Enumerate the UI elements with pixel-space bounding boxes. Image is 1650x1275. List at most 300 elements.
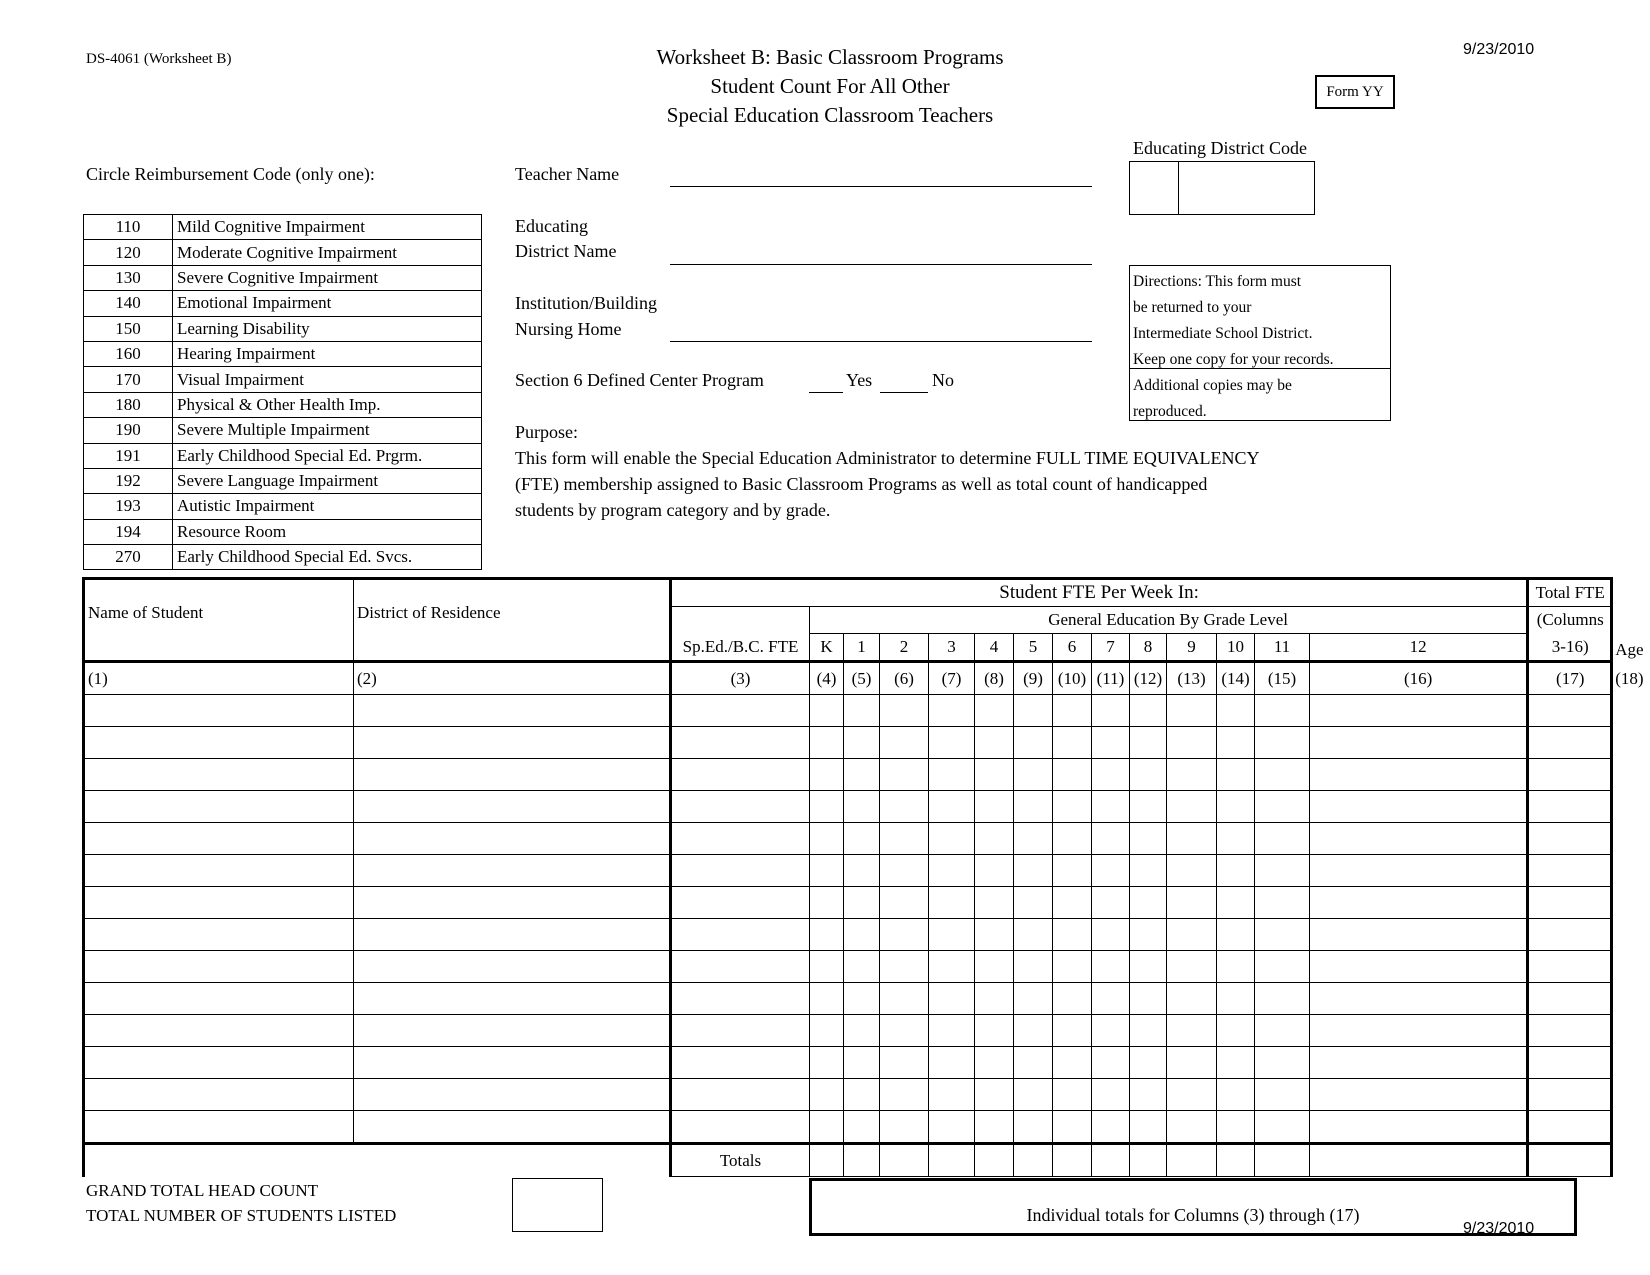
totals-cell[interactable] [1217,1144,1255,1177]
student-cell[interactable] [844,695,880,727]
title-line2: Student Count For All Other [710,74,950,98]
student-cell[interactable] [1014,695,1053,727]
student-cell[interactable] [929,983,975,1015]
student-cell[interactable] [1167,1111,1217,1144]
reimbursement-code-row[interactable] [84,418,482,443]
totals-cell[interactable] [1310,1144,1528,1177]
student-cell[interactable] [1217,791,1255,823]
teacher-name-field[interactable] [670,186,1092,187]
reimbursement-code-row[interactable] [84,468,482,493]
student-cell[interactable] [1014,727,1053,759]
student-cell[interactable] [1167,1015,1217,1047]
student-cell[interactable] [1167,887,1217,919]
student-cell[interactable] [929,727,975,759]
student-cell[interactable] [810,887,844,919]
student-cell[interactable] [1528,1079,1612,1111]
student-cell[interactable] [1255,855,1310,887]
student-cell[interactable] [975,791,1014,823]
student-cell[interactable] [929,919,975,951]
name-of-student-header: Name of Student [84,579,354,662]
student-cell[interactable] [929,887,975,919]
student-cell[interactable] [1528,951,1612,983]
student-cell[interactable] [844,983,880,1015]
sped-spacer [671,607,810,634]
student-cell[interactable] [671,1047,810,1079]
student-cell[interactable] [844,1047,880,1079]
student-cell[interactable] [810,1047,844,1079]
student-cell[interactable] [354,695,671,727]
student-cell[interactable] [880,983,929,1015]
student-cell[interactable] [975,887,1014,919]
student-cell[interactable] [1130,695,1167,727]
reimbursement-code-row[interactable] [84,443,482,468]
student-cell[interactable] [84,887,354,919]
student-cell[interactable] [1217,1015,1255,1047]
student-cell[interactable] [1310,1015,1528,1047]
student-cell[interactable] [844,951,880,983]
student-cell[interactable] [810,951,844,983]
student-cell[interactable] [1167,695,1217,727]
student-cell[interactable] [810,1111,844,1144]
student-cell[interactable] [1167,983,1217,1015]
student-cell[interactable] [1217,983,1255,1015]
student-cell[interactable] [1255,791,1310,823]
student-cell[interactable] [929,1047,975,1079]
student-cell[interactable] [1167,1079,1217,1111]
column-number: (13) [1167,662,1217,695]
student-cell[interactable] [354,1079,671,1111]
student-cell[interactable] [1310,855,1528,887]
student-cell[interactable] [1167,919,1217,951]
student-cell[interactable] [1014,823,1053,855]
student-cell[interactable] [1217,951,1255,983]
reimbursement-code-row[interactable] [84,341,482,366]
student-cell[interactable] [354,1015,671,1047]
student-cell[interactable] [975,1015,1014,1047]
student-cell[interactable] [1255,727,1310,759]
reimbursement-code-row[interactable] [84,367,482,392]
student-cell[interactable] [671,823,810,855]
student-cell[interactable] [671,791,810,823]
student-cell[interactable] [671,695,810,727]
student-cell[interactable] [1053,759,1092,791]
student-cell[interactable] [671,855,810,887]
grade-header: 10 [1217,634,1255,662]
reimbursement-code-row[interactable] [84,494,482,519]
reimbursement-code-row[interactable] [84,240,482,265]
student-cell[interactable] [844,727,880,759]
student-cell[interactable] [1255,919,1310,951]
student-cell[interactable] [84,791,354,823]
student-cell[interactable] [1053,983,1092,1015]
student-cell[interactable] [84,695,354,727]
totals-cell[interactable] [1167,1144,1217,1177]
student-cell[interactable] [1092,791,1130,823]
student-cell[interactable] [844,887,880,919]
totals-cell[interactable] [1528,1144,1612,1177]
student-cell[interactable] [1053,887,1092,919]
student-cell[interactable] [929,951,975,983]
student-cell[interactable] [1092,727,1130,759]
student-cell[interactable] [975,855,1014,887]
totals-cell[interactable] [1014,1144,1053,1177]
student-cell[interactable] [1092,823,1130,855]
student-cell[interactable] [1217,759,1255,791]
student-cell[interactable] [1167,759,1217,791]
student-cell[interactable] [84,1015,354,1047]
student-cell[interactable] [880,823,929,855]
student-cell[interactable] [1217,695,1255,727]
student-cell[interactable] [1130,1111,1167,1144]
institution-field[interactable] [670,341,1092,342]
student-cell[interactable] [1167,823,1217,855]
directions-line6: reproduced. [1133,403,1207,420]
student-cell[interactable] [844,919,880,951]
student-cell[interactable] [929,1079,975,1111]
student-cell[interactable] [1528,695,1612,727]
student-cell[interactable] [354,983,671,1015]
student-cell[interactable] [975,759,1014,791]
student-cell[interactable] [1053,695,1092,727]
student-cell[interactable] [1167,951,1217,983]
totals-cell[interactable] [1053,1144,1092,1177]
student-cell[interactable] [1130,1015,1167,1047]
student-cell[interactable] [1092,855,1130,887]
reimbursement-code-row[interactable] [84,215,482,240]
student-cell[interactable] [880,791,929,823]
student-cell[interactable] [1217,855,1255,887]
student-cell[interactable] [1310,695,1528,727]
student-cell[interactable] [929,1111,975,1144]
student-cell[interactable] [880,1111,929,1144]
student-cell[interactable] [1528,887,1612,919]
student-cell[interactable] [1255,1079,1310,1111]
student-cell[interactable] [1167,1047,1217,1079]
student-cell[interactable] [810,983,844,1015]
student-cell[interactable] [354,727,671,759]
student-cell[interactable] [810,855,844,887]
student-cell[interactable] [1092,1047,1130,1079]
totals-cell[interactable] [880,1144,929,1177]
student-cell[interactable] [1130,919,1167,951]
reimbursement-desc: Early Childhood Special Ed. Prgrm. [173,443,482,468]
student-cell[interactable] [1255,951,1310,983]
date-top: 9/23/2010 [1463,41,1535,58]
student-cell[interactable] [1310,1047,1528,1079]
student-cell[interactable] [1255,823,1310,855]
student-cell[interactable] [1053,1015,1092,1047]
student-cell[interactable] [1310,791,1528,823]
student-cell[interactable] [1092,919,1130,951]
grand-total-box[interactable] [512,1178,603,1232]
student-cell[interactable] [1528,791,1612,823]
student-cell[interactable] [1528,823,1612,855]
student-cell[interactable] [354,951,671,983]
student-cell[interactable] [1310,1079,1528,1111]
section6-no-field[interactable] [880,392,928,393]
student-cell[interactable] [1092,1111,1130,1144]
student-cell[interactable] [1014,1015,1053,1047]
student-cell[interactable] [880,1047,929,1079]
student-cell[interactable] [671,1079,810,1111]
student-cell[interactable] [671,887,810,919]
student-cell[interactable] [1255,695,1310,727]
student-cell[interactable] [1528,1015,1612,1047]
student-cell[interactable] [929,855,975,887]
student-cell[interactable] [1167,791,1217,823]
student-cell[interactable] [1014,791,1053,823]
section6-yes-field[interactable] [809,392,843,393]
student-cell[interactable] [354,823,671,855]
student-cell[interactable] [84,919,354,951]
student-cell[interactable] [929,695,975,727]
student-cell[interactable] [1014,887,1053,919]
student-cell[interactable] [975,695,1014,727]
table-row [84,695,1612,727]
student-cell[interactable] [1130,887,1167,919]
student-cell[interactable] [1014,1079,1053,1111]
student-cell[interactable] [1053,823,1092,855]
table-row [84,1111,1612,1144]
student-cell[interactable] [1528,1047,1612,1079]
student-cell[interactable] [1255,1015,1310,1047]
student-cell[interactable] [844,1079,880,1111]
student-cell[interactable] [880,887,929,919]
student-cell[interactable] [1217,1047,1255,1079]
student-cell[interactable] [975,919,1014,951]
student-cell[interactable] [84,727,354,759]
student-cell[interactable] [975,823,1014,855]
student-cell[interactable] [929,1015,975,1047]
student-cell[interactable] [880,1015,929,1047]
student-cell[interactable] [1130,1079,1167,1111]
reimbursement-code: 180 [84,392,173,417]
student-cell[interactable] [1130,951,1167,983]
student-cell[interactable] [1053,791,1092,823]
reimbursement-code-row[interactable] [84,291,482,316]
student-cell[interactable] [1092,887,1130,919]
institution-label-1: Institution/Building [515,293,658,313]
student-cell[interactable] [1130,1047,1167,1079]
sped-fte-header: Sp.Ed./B.C. FTE [671,634,810,662]
purpose-line1: This form will enable the Special Education Administrator to determine FULL TIME EQUIVALENCY [515,448,1260,468]
student-cell[interactable] [1167,727,1217,759]
student-cell[interactable] [1255,759,1310,791]
student-cell[interactable] [1217,727,1255,759]
student-cell[interactable] [1014,855,1053,887]
student-cell[interactable] [1217,887,1255,919]
reimbursement-code-row[interactable] [84,545,482,570]
student-cell[interactable] [1310,983,1528,1015]
student-cell[interactable] [1014,951,1053,983]
student-cell[interactable] [1053,855,1092,887]
student-cell[interactable] [975,727,1014,759]
student-cell[interactable] [975,1047,1014,1079]
student-cell[interactable] [1528,855,1612,887]
student-cell[interactable] [810,695,844,727]
student-cell[interactable] [671,919,810,951]
student-cell[interactable] [844,823,880,855]
column-number: (15) [1255,662,1310,695]
student-cell[interactable] [354,1111,671,1144]
student-cell[interactable] [1528,919,1612,951]
student-cell[interactable] [84,855,354,887]
grand-total-label: GRAND TOTAL HEAD COUNT [86,1181,319,1200]
student-cell[interactable] [354,1047,671,1079]
student-cell[interactable] [880,759,929,791]
student-cell[interactable] [1310,951,1528,983]
student-cell[interactable] [1053,1079,1092,1111]
totals-cell[interactable] [810,1144,844,1177]
reimbursement-desc: Early Childhood Special Ed. Svcs. [173,545,482,570]
student-cell[interactable] [810,1015,844,1047]
student-cell[interactable] [1528,727,1612,759]
totals-label: Totals [671,1144,810,1177]
reimbursement-code-row[interactable] [84,316,482,341]
student-table: Name of Student District of Residence Student FTE Per Week In: Total FTE Age General Education By Grade Level (Columns Sp.Ed./B.C. FTE K 1 2 3 4 5 6 7 8 9 10 11 12 3-16) (1) (2) (3) (4) (5) (6) (7) (8) (9) (10) (11) (12) (13) (14) (15) (16) (17) (18) Totals [82,577,1613,1177]
student-cell[interactable] [1310,887,1528,919]
reimbursement-code: 191 [84,443,173,468]
student-cell[interactable] [880,1079,929,1111]
student-cell[interactable] [1310,759,1528,791]
totals-cell [84,1144,354,1177]
district-name-field[interactable] [670,264,1092,265]
student-cell[interactable] [810,759,844,791]
student-cell[interactable] [975,1111,1014,1144]
reimbursement-code-row[interactable] [84,265,482,290]
table-row [84,887,1612,919]
student-cell[interactable] [1130,983,1167,1015]
student-cell[interactable] [1014,1047,1053,1079]
student-cell[interactable] [810,1079,844,1111]
student-cell[interactable] [1528,759,1612,791]
student-cell[interactable] [1310,823,1528,855]
student-cell[interactable] [1528,983,1612,1015]
student-cell[interactable] [1310,919,1528,951]
student-cell[interactable] [671,1015,810,1047]
student-cell[interactable] [84,1079,354,1111]
student-cell[interactable] [1255,1047,1310,1079]
student-cell[interactable] [1092,951,1130,983]
student-cell[interactable] [1528,1111,1612,1144]
student-cell[interactable] [975,951,1014,983]
reimbursement-code: 120 [84,240,173,265]
student-cell[interactable] [1255,887,1310,919]
student-cell[interactable] [929,791,975,823]
student-cell[interactable] [1092,759,1130,791]
student-cell[interactable] [1092,695,1130,727]
totals-cell[interactable] [1130,1144,1167,1177]
student-cell[interactable] [810,919,844,951]
student-cell[interactable] [810,791,844,823]
student-cell[interactable] [844,855,880,887]
student-cell[interactable] [84,1047,354,1079]
table-row [84,823,1612,855]
district-code-box[interactable] [1129,161,1315,215]
student-cell[interactable] [1092,983,1130,1015]
individual-totals-box [809,1178,1577,1236]
student-cell[interactable] [929,759,975,791]
student-cell[interactable] [1053,951,1092,983]
student-cell[interactable] [1130,855,1167,887]
student-cell[interactable] [975,1079,1014,1111]
student-cell[interactable] [1255,983,1310,1015]
directions-line2: be returned to your [1133,299,1252,316]
student-cell[interactable] [810,823,844,855]
student-cell[interactable] [1053,1111,1092,1144]
student-cell[interactable] [1217,919,1255,951]
student-cell[interactable] [1130,823,1167,855]
student-cell[interactable] [1217,823,1255,855]
student-cell[interactable] [880,855,929,887]
student-cell[interactable] [354,759,671,791]
reimbursement-code: 130 [84,265,173,290]
student-cell[interactable] [1092,1015,1130,1047]
student-cell[interactable] [1217,1079,1255,1111]
student-cell[interactable] [354,919,671,951]
reimbursement-code-row[interactable] [84,392,482,417]
totals-cell[interactable] [1092,1144,1130,1177]
student-cell[interactable] [880,695,929,727]
totals-cell[interactable] [1255,1144,1310,1177]
student-cell[interactable] [1014,1111,1053,1144]
student-cell[interactable] [84,983,354,1015]
student-cell[interactable] [671,759,810,791]
student-cell[interactable] [84,1111,354,1144]
reimbursement-code-row[interactable] [84,519,482,544]
student-cell[interactable] [844,791,880,823]
student-cell[interactable] [671,983,810,1015]
student-cell[interactable] [1053,727,1092,759]
student-cell[interactable] [84,823,354,855]
student-cell[interactable] [671,951,810,983]
student-cell[interactable] [1053,919,1092,951]
student-cell[interactable] [1014,983,1053,1015]
totals-cell[interactable] [929,1144,975,1177]
student-cell[interactable] [1130,727,1167,759]
student-cell[interactable] [354,887,671,919]
student-cell[interactable] [1217,1111,1255,1144]
student-cell[interactable] [880,919,929,951]
student-cell[interactable] [1053,1047,1092,1079]
student-cell[interactable] [84,759,354,791]
student-cell[interactable] [1130,759,1167,791]
student-cell[interactable] [1255,1111,1310,1144]
student-cell[interactable] [1130,791,1167,823]
student-cell[interactable] [354,855,671,887]
student-cell[interactable] [929,823,975,855]
student-cell[interactable] [1310,1111,1528,1144]
student-cell[interactable] [1167,855,1217,887]
student-cell[interactable] [1014,759,1053,791]
student-cell[interactable] [1310,727,1528,759]
student-cell[interactable] [975,983,1014,1015]
student-cell[interactable] [810,727,844,759]
student-cell[interactable] [671,727,810,759]
totals-cell[interactable] [844,1144,880,1177]
student-cell[interactable] [880,727,929,759]
totals-cell[interactable] [975,1144,1014,1177]
student-cell[interactable] [844,1015,880,1047]
student-cell[interactable] [844,759,880,791]
student-cell[interactable] [844,1111,880,1144]
student-cell[interactable] [671,1111,810,1144]
student-cell[interactable] [84,951,354,983]
student-cell[interactable] [1092,1079,1130,1111]
student-cell[interactable] [880,951,929,983]
student-cell[interactable] [354,791,671,823]
student-cell[interactable] [1014,919,1053,951]
